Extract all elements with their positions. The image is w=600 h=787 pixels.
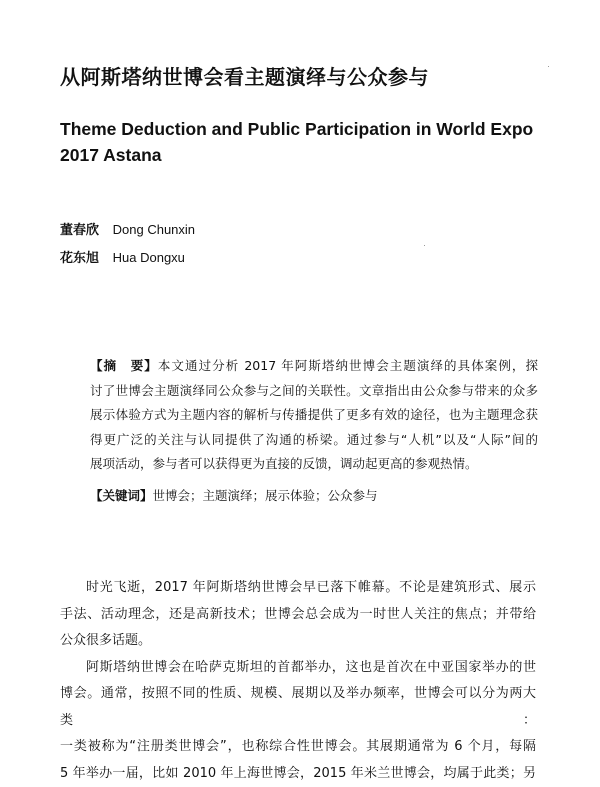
abstract-line <box>90 354 538 379</box>
keywords-label: 【关键词】 <box>90 488 153 503</box>
author-name-chinese: 董春欣 <box>60 223 99 238</box>
title-chinese: 从阿斯塔纳世博会看主题演绎与公众参与 <box>60 62 560 92</box>
author-name-english: Dong Chunxin <box>113 222 195 237</box>
body-line: 博会。通常，按照不同的性质、规模、展期以及举办频率，世博会可以分为两大类： <box>60 681 536 734</box>
author-name-english: Hua Dongxu <box>113 250 185 265</box>
abstract-line: 展示体验方式为主题内容的解析与传播提供了更多有效的途径，也为主题理念获 <box>90 403 538 428</box>
keywords <box>90 484 538 508</box>
author-row <box>60 244 540 272</box>
scan-speck <box>424 245 425 246</box>
abstract-line: 讨了世博会主题演绎同公众参与之间的关联性。文章指出由公众参与带来的众多 <box>90 379 538 404</box>
abstract-text: 本文通过分析 2017 年阿斯塔纳世博会主题演绎的具体案例，探 <box>158 358 538 373</box>
author-row <box>60 216 540 244</box>
abstract-line: 得更广泛的关注与认同提供了沟通的桥梁。通过参与“人机”以及“人际”间的 <box>90 428 538 453</box>
body-line: 阿斯塔纳世博会在哈萨克斯坦的首都举办，这也是首次在中亚国家举办的世 <box>60 655 536 682</box>
body-text <box>60 575 536 787</box>
author-list <box>60 216 540 272</box>
body-line: 5 年举办一届，比如 2010 年上海世博会，2015 年米兰世博会，均属于此类；另 <box>60 761 536 787</box>
title-english-line: 2017 Astana <box>60 142 555 168</box>
body-line: 一类被称为“注册类世博会”，也称综合性世博会。其展期通常为 6 个月，每隔 <box>60 734 536 761</box>
body-paragraph <box>60 575 536 655</box>
abstract-line: 展项活动，参与者可以获得更为直接的反馈，调动起更高的参观热情。 <box>90 452 538 477</box>
abstract <box>90 354 538 477</box>
author-name-chinese: 花东旭 <box>60 251 99 266</box>
body-line: 手法、活动理念，还是高新技术；世博会总会成为一时世人关注的焦点；并带给 <box>60 602 536 629</box>
body-line: 公众很多话题。 <box>60 628 536 655</box>
scan-speck <box>548 66 549 67</box>
abstract-label: 【摘 要】 <box>90 358 158 373</box>
keywords-text: 世博会；主题演绎；展示体验；公众参与 <box>153 488 378 503</box>
title-english <box>60 116 555 168</box>
body-line: 时光飞逝，2017 年阿斯塔纳世博会早已落下帷幕。不论是建筑形式、展示 <box>60 575 536 602</box>
body-paragraph <box>60 655 536 787</box>
title-english-line: Theme Deduction and Public Participation in World Expo <box>60 116 555 142</box>
